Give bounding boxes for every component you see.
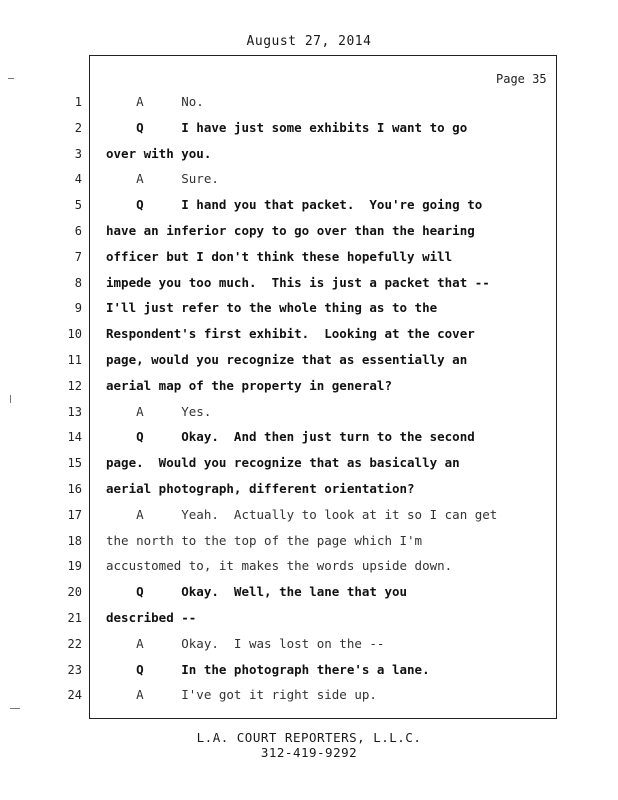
line-number: 17: [67, 507, 82, 522]
transcript-line: Q I have just some exhibits I want to go: [106, 119, 468, 135]
transcript-line: accustomed to, it makes the words upside down.: [106, 558, 453, 574]
court-reporter-footer: [0, 730, 618, 760]
transcript-line: Q In the photograph there's a lane.: [106, 661, 430, 677]
scan-mark: [10, 708, 20, 709]
line-number: 14: [67, 430, 82, 445]
line-number: 19: [67, 559, 82, 574]
reporter-company: L.A. COURT REPORTERS, L.L.C.: [196, 730, 422, 745]
transcript-line: aerial photograph, different orientation?: [106, 481, 415, 496]
line-number: 18: [67, 533, 82, 548]
transcript-line: A Okay. I was lost on the --: [106, 635, 385, 651]
line-number: 22: [67, 636, 82, 651]
transcript-line: impede you too much. This is just a packet that --: [106, 274, 490, 290]
transcript-line: the north to the top of the page which I'm: [106, 532, 423, 548]
transcript-line: A I've got it right side up.: [106, 687, 377, 703]
line-number: 9: [74, 301, 82, 316]
scan-mark: [8, 78, 14, 79]
transcript-line: officer but I don't think these hopefully will: [106, 248, 453, 264]
page-number: Page 35: [496, 72, 547, 86]
line-number: 6: [74, 224, 82, 238]
line-number: 1: [74, 95, 82, 109]
transcript-line: Q Okay. Well, the lane that you: [106, 584, 408, 600]
transcript-line: Q I hand you that packet. You're going to: [106, 197, 483, 213]
line-number: 12: [67, 378, 82, 393]
line-number: 16: [67, 482, 82, 496]
reporter-phone: 312-419-9292: [260, 745, 358, 760]
transcript-line: page. Would you recognize that as basically an: [106, 455, 460, 471]
transcript-line: aerial map of the property in general?: [106, 377, 392, 393]
line-number: 11: [67, 353, 82, 367]
line-number: 23: [67, 662, 82, 677]
transcript-line: Respondent's first exhibit. Looking at the cover: [106, 326, 475, 342]
transcript-date: August 27, 2014: [246, 34, 372, 49]
line-number: 8: [74, 275, 82, 290]
transcript-line: described --: [106, 610, 197, 625]
line-number: 24: [67, 688, 82, 703]
transcript-line: over with you.: [106, 145, 212, 161]
transcript-line: have an inferior copy to go over than the hearing: [106, 223, 475, 238]
line-number: 3: [74, 146, 82, 161]
transcript-line: A Sure.: [106, 171, 219, 187]
line-number: 13: [67, 404, 82, 419]
line-number: 2: [74, 120, 82, 135]
transcript-line: A No.: [106, 94, 204, 109]
line-number: 15: [67, 456, 82, 471]
scan-mark: [10, 395, 11, 403]
transcript-line: A Yes.: [106, 403, 212, 419]
line-number: 4: [74, 172, 82, 187]
transcript-line: Q Okay. And then just turn to the second: [106, 429, 475, 445]
line-number: 21: [67, 611, 82, 625]
line-number: 7: [74, 249, 82, 264]
transcript-line: I'll just refer to the whole thing as to the: [106, 300, 438, 316]
line-number: 5: [74, 198, 82, 213]
line-number: 20: [67, 585, 82, 600]
transcript-line: A Yeah. Actually to look at it so I can get: [106, 506, 498, 522]
line-number: 10: [67, 327, 82, 342]
transcript-line: page, would you recognize that as essentially an: [106, 352, 468, 367]
